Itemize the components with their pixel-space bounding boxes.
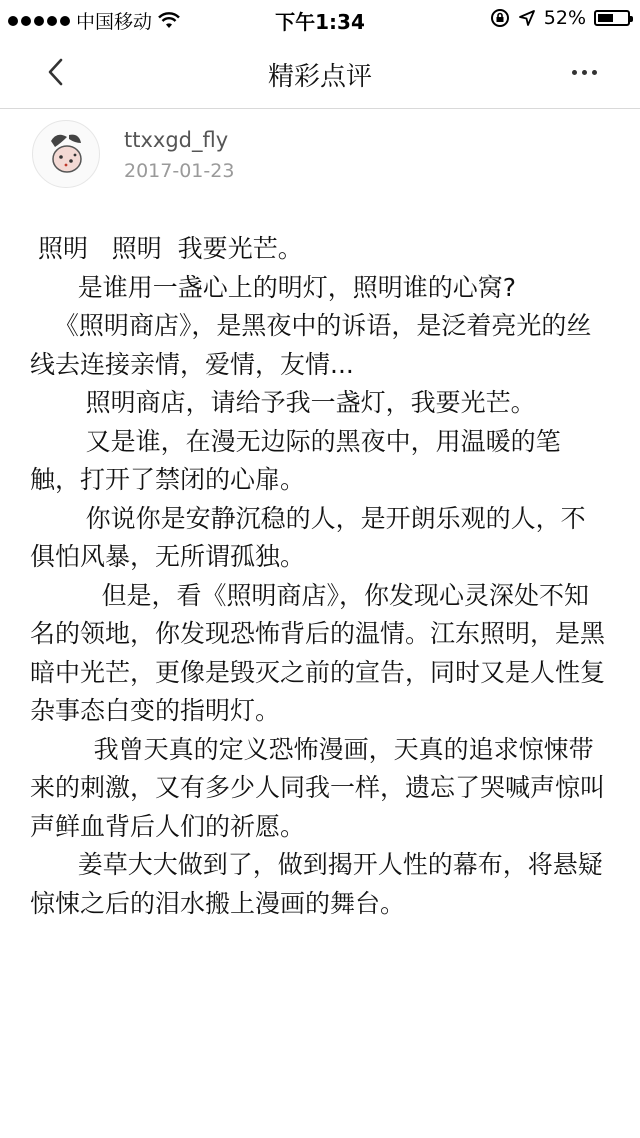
- paragraph: 是谁用一盏心上的明灯，照明谁的心窝?: [30, 272, 516, 302]
- paragraph: 但是，看《照明商店》，你发现心灵深处不知名的领地，你发现恐怖背后的温情。江东照明，是黑暗中光芒，更像是毁灭之前的宣告，同时又是人性复杂事态白变的指明灯。: [30, 580, 606, 725]
- paragraph: 姜草大大做到了，做到揭开人性的幕布，将悬疑惊悚之后的泪水搬上漫画的舞台。: [30, 850, 603, 918]
- status-time: 下午1:34: [275, 10, 365, 34]
- more-dots-icon: [572, 70, 577, 75]
- page-title: 精彩点评: [267, 62, 372, 92]
- paragraph: 又是谁，在漫无边际的黑夜中，用温暖的笔触，打开了禁闭的心扉。: [30, 426, 561, 494]
- battery-fill: [598, 14, 613, 22]
- review-body: [30, 230, 610, 923]
- paragraph: 照明 照明 我要光芒。: [30, 234, 303, 263]
- location-arrow-icon: [518, 9, 536, 27]
- paragraph: 我曾天真的定义恐怖漫画，天真的追求惊悚带来的刺激，又有多少人同我一样，遗忘了哭喊声惊叫声鲜血背后人们的祈愿。: [30, 734, 606, 841]
- more-button[interactable]: [564, 62, 604, 82]
- carrier-label: 中国移动: [76, 11, 153, 33]
- paragraph: 《照明商店》，是黑夜中的诉语，是泛着亮光的丝线去连接亲情，爱情，友情...: [30, 311, 592, 379]
- author-name[interactable]: ttxxgd_fly: [124, 128, 229, 152]
- avatar-illustration-icon: [33, 121, 99, 187]
- status-bar: [0, 0, 640, 40]
- status-right: [490, 7, 630, 29]
- paragraph: 照明商店，请给予我一盏灯，我要光芒。: [30, 388, 536, 417]
- battery-icon: [594, 10, 630, 26]
- battery-percent: 52%: [543, 7, 586, 29]
- post-date: 2017-01-23: [124, 160, 235, 182]
- paragraph: 你说你是安静沉稳的人，是开朗乐观的人，不俱怕风暴，无所谓孤独。: [30, 503, 586, 571]
- nav-bar: [0, 40, 640, 109]
- author-row: [32, 120, 612, 192]
- avatar[interactable]: [32, 120, 100, 188]
- orientation-lock-icon: [490, 8, 510, 28]
